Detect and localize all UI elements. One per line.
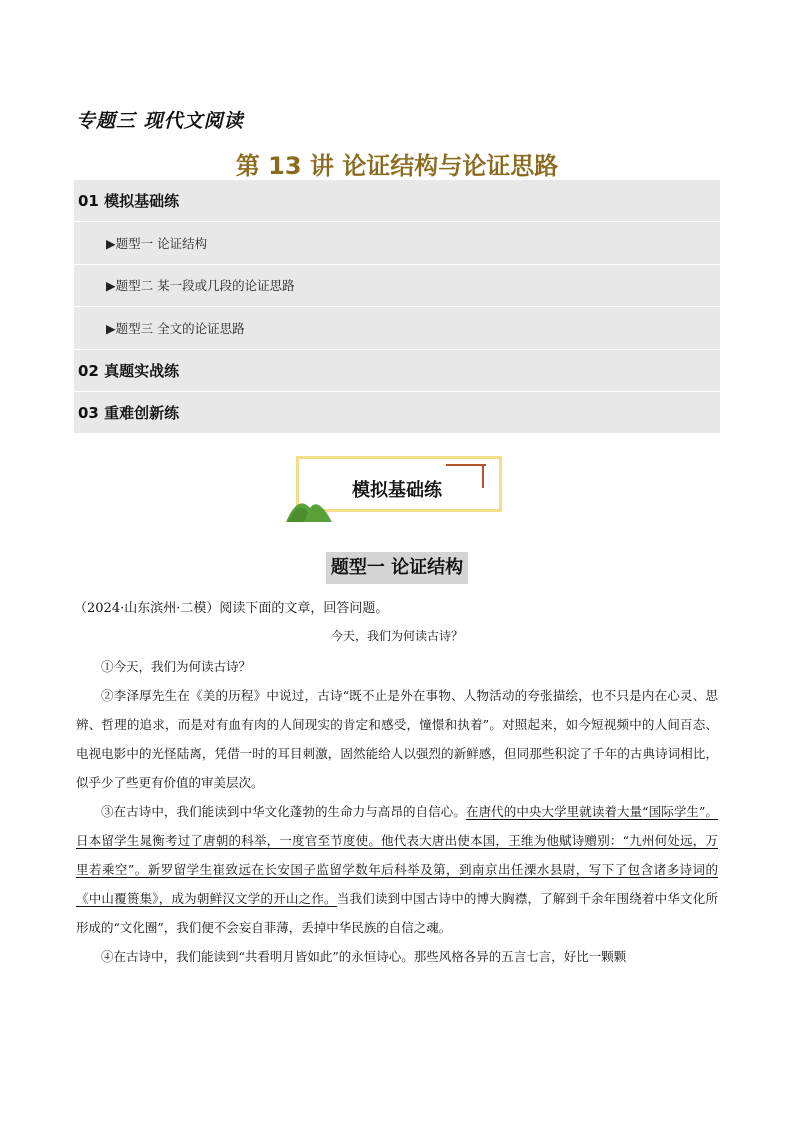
- paragraph-4: ④在古诗中，我们能读到“共看明月皆如此”的永恒诗心。那些风格各异的五言七言，好比一颗颗: [101, 949, 627, 964]
- underlined-evidence: 在唐代的中央大学里就读着大量“国际学生”。日本留学生晁衡考过了唐朝的科举，一度官至节度使。他代表大唐出使本国，王维为他赋诗赠别：“九州何处远，万里若乘空”。新罗留学生崔致远在长安国子监留学数年后科举及第，到南京出任溧水县尉，写下了包含诸多诗词的《中山覆篑集》，成为朝鲜汉文学的开山之作。: [76, 804, 718, 906]
- toc-item-label: ▶题型二 某一段或几段的论证思路: [106, 278, 295, 294]
- toc-item-label: ▶题型三 全文的论证思路: [106, 320, 245, 336]
- toc-item-label: 01 模拟基础练: [78, 192, 180, 211]
- table-of-contents: [74, 180, 720, 433]
- lecture-title: 第 13 讲 论证结构与论证思路: [235, 152, 559, 180]
- toc-item-label: ▶题型一 论证结构: [106, 236, 208, 252]
- topic-label: 专题三 现代文阅读: [76, 110, 244, 132]
- paragraph-3-conclusion: 当我们读到中国古诗中的博大胸襟，了解到千余年围绕着中华文化所形成的“文化圈”，我们便不会妄自菲薄，丢掉中华民族的自信之魂。: [76, 891, 718, 935]
- toc-item-hard-innovation[interactable]: [74, 392, 720, 433]
- toc-item-type-2[interactable]: [74, 265, 720, 307]
- question-source: （2024·山东滨州·二模）阅读下面的文章，回答问题。: [74, 601, 389, 616]
- paragraph-2: ②李泽厚先生在《美的历程》中说过，古诗“既不止是外在事物、人物活动的夸张描绘，也不只是内在心灵、思辨、哲理的追求，而是对有血有肉的人间现实的肯定和感受，憧憬和执着”。对照起来，如今短视频中的人间百态、电视电影中的光怪陆离，凭借一时的耳目刺激，固然能给人以强烈的新鲜感，但同那些积淀了千年的古典诗词相比，似乎少了些更有价值的审美层次。: [76, 688, 718, 790]
- article-body: [76, 652, 718, 971]
- section-heading: 题型一 论证结构: [326, 552, 468, 584]
- toc-item-label: 03 重难创新练: [78, 404, 180, 423]
- article-title: 今天，我们为何读古诗？: [330, 629, 463, 643]
- section-banner: [286, 456, 508, 522]
- paragraph-1: ①今天，我们为何读古诗？: [101, 659, 252, 674]
- toc-item-type-1[interactable]: [74, 222, 720, 264]
- paragraph-3-lead: ③在古诗中，我们能读到中华文化蓬勃的生命力与高昂的自信心。: [101, 804, 466, 819]
- toc-item-label: 02 真题实战练: [78, 361, 180, 380]
- toc-item-real-exam[interactable]: [74, 350, 720, 392]
- banner-accent-line: [446, 464, 486, 466]
- banner-title: 模拟基础练: [352, 480, 442, 501]
- paragraph-3: [76, 797, 718, 942]
- toc-item-mock-basic[interactable]: [74, 180, 720, 222]
- toc-item-type-3[interactable]: [74, 307, 720, 349]
